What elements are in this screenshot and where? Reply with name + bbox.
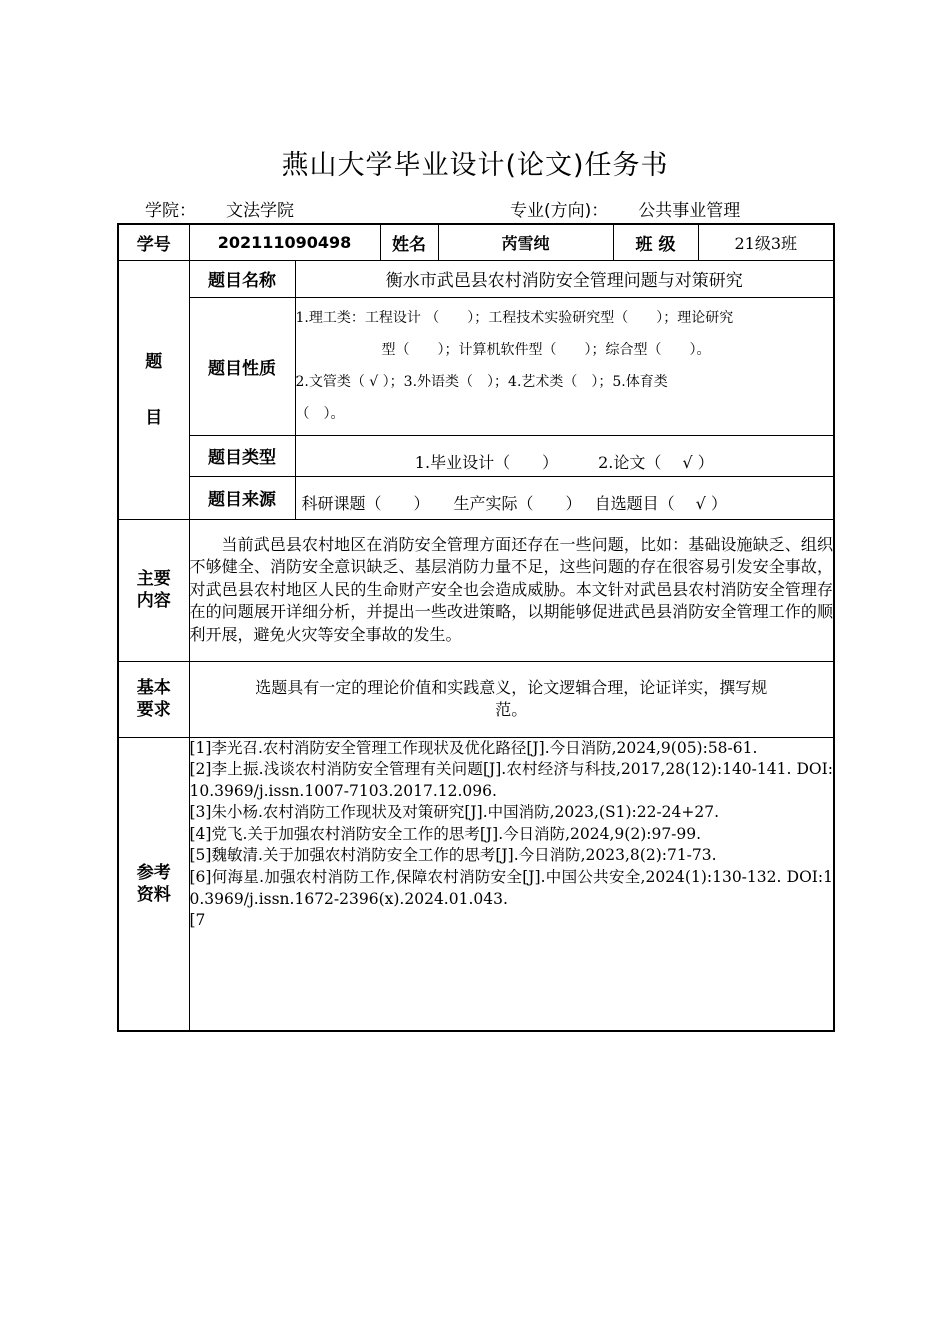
topic-source-label: 题目来源 [189,476,295,519]
major-label: 专业(方向)： [510,201,609,221]
nature-line-3: 2.文管类（ √ ）；3.外语类（ ）；4.艺术类（ ）；5.体育类 [295,374,668,390]
topic-name-label: 题目名称 [189,260,295,297]
requirements-line-2: 范。 [495,700,528,719]
college-info [145,196,294,221]
topic-section-label-2: 目 [145,407,163,428]
topic-nature-row [118,297,834,435]
college-value: 文法学院 [226,201,294,221]
content-label-1: 主要 [136,569,171,589]
topic-name-row [118,260,834,297]
references-label-1: 参考 [136,862,171,883]
references-label-2: 资料 [136,884,171,905]
class-value: 21级3班 [698,224,834,260]
topic-type-value: 1.毕业设计（ ） 2.论文（ √ ） [295,435,834,476]
college-label: 学院： [145,201,196,221]
major-value: 公共事业管理 [638,201,741,221]
requirements-text [189,661,834,737]
topic-nature-value [295,297,834,435]
topic-section-label-1: 题 [145,351,163,372]
content-row [118,519,834,661]
reference-item: [5]魏敏清.关于加强农村消防安全工作的思考[J].今日消防,2023,8(2):71-73. [189,846,717,865]
topic-type-label: 题目类型 [189,435,295,476]
topic-name-value: 衡水市武邑县农村消防安全管理问题与对策研究 [295,260,834,297]
major-info [510,196,740,221]
requirements-label-1: 基本 [136,678,171,698]
requirements-line-1: 选题具有一定的理论价值和实践意义，论文逻辑合理，论证详实，撰写规 [255,677,768,697]
content-label-2: 内容 [136,591,171,611]
student-id-value: 202111090498 [189,224,380,260]
reference-item: [6]何海星.加强农村消防工作,保障农村消防安全[J].中国公共安全,2024(1):130-132. DOI:10.3969/j.issn.1672-2396(x).2024.01.043. [189,868,833,908]
topic-type-row [118,435,834,476]
content-text: 当前武邑县农村地区在消防安全管理方面还存在一些问题，比如：基础设施缺乏、组织不够健全、消防安全意识缺乏、基层消防力量不足，这些问题的存在很容易引发安全事故，对武邑县农村地区人民的生命财产安全也会造成威胁。本文针对武邑县农村消防安全管理存在的问题展开详细分析，并提出一些改进策略，以期能够促进武邑县消防安全管理工作的顺利开展，避免火灾等安全事故的发生。 [189,519,834,661]
reference-item: [3]朱小杨.农村消防工作现状及对策研究[J].中国消防,2023,(S1):22-24+27. [189,803,720,822]
nature-line-2: 型（ ）；计算机软件型（ ）；综合型（ ）。 [381,342,711,358]
requirements-label [118,661,189,737]
reference-item: [7 [189,911,206,930]
references-row [118,737,834,1031]
task-table [117,223,835,1032]
reference-item: [2]李上振.浅谈农村消防安全管理有关问题[J].农村经济与科技,2017,28(12):140-141. DOI:10.3969/j.issn.1007-7103.2017.12.096. [189,760,833,800]
topic-source-row [118,476,834,519]
requirements-row [118,661,834,737]
content-label [118,519,189,661]
student-row [118,224,834,260]
reference-item: [4]党飞.关于加强农村消防安全工作的思考[J].今日消防,2024,9(2):97-99. [189,824,702,843]
name-value: 芮雪纯 [438,224,613,260]
topic-source-value: 科研课题（ ） 生产实际（ ） 自选题目（ √ ） [295,476,834,519]
references-list [189,737,834,1031]
topic-nature-label: 题目性质 [189,297,295,435]
name-label: 姓名 [380,224,438,260]
nature-line-1: 1.理工类：工程设计 （ ）；工程技术实验研究型（ ）；理论研究 [295,310,734,326]
requirements-label-2: 要求 [136,700,171,720]
page-title: 燕山大学毕业设计(论文)任务书 [281,150,669,181]
reference-item: [1]李光召.农村消防安全管理工作现状及优化路径[J].今日消防,2024,9(05):58-61. [189,738,758,757]
references-label [118,737,189,1031]
topic-section-label [118,260,189,519]
class-label: 班 级 [613,224,698,260]
nature-line-4: （ ）。 [295,406,345,422]
student-id-label: 学号 [118,224,189,260]
